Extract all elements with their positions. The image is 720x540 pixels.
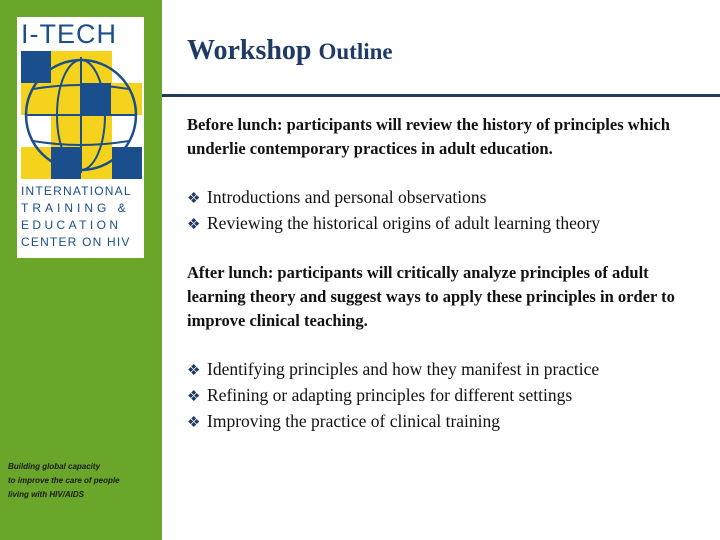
diamond-bullet-icon: ❖ (187, 217, 201, 233)
title-divider (162, 94, 720, 97)
globe-grid-icon (21, 51, 142, 179)
logo-line: EDUCATION (21, 218, 122, 232)
list-item (187, 211, 707, 237)
slide-content (187, 113, 707, 435)
list-item-text: Identifying principles and how they manifest in practice (207, 359, 600, 379)
logo-wordmark (21, 183, 143, 251)
list-item (187, 357, 707, 383)
tagline-line: living with HIV/AIDS (8, 490, 85, 499)
section-intro-after-lunch: After lunch: participants will critically analyze principles of adult learning theory and suggest ways to apply these principles in order to improve clinical teaching. (187, 263, 675, 330)
title-part-1: Workshop (187, 35, 312, 66)
list-item-text: Reviewing the historical origins of adult learning theory (207, 213, 601, 233)
title-part-2: Outline (318, 39, 393, 64)
bullet-list-before-lunch (187, 185, 707, 237)
list-item-text: Refining or adapting principles for different settings (207, 385, 573, 405)
diamond-bullet-icon: ❖ (187, 191, 201, 207)
tagline-line: Building global capacity (8, 462, 101, 471)
list-item-text: Improving the practice of clinical training (207, 411, 501, 431)
diamond-bullet-icon: ❖ (187, 415, 201, 431)
list-item (187, 409, 707, 435)
bullet-list-after-lunch (187, 357, 707, 435)
logo-line: INTERNATIONAL (21, 184, 132, 198)
diamond-bullet-icon: ❖ (187, 389, 201, 405)
list-item (187, 185, 707, 211)
tagline-line: to improve the care of people (8, 476, 120, 485)
sidebar (0, 0, 162, 540)
logo-line: TRAINING & (21, 201, 130, 215)
sidebar-tagline (8, 460, 158, 502)
slide-title (187, 35, 393, 67)
list-item (187, 383, 707, 409)
section-intro-before-lunch: Before lunch: participants will review the history of principles which underlie contemporary practices in adult education. (187, 115, 670, 158)
itech-logo (17, 17, 144, 258)
diamond-bullet-icon: ❖ (187, 363, 201, 379)
logo-top-text: I-TECH (21, 19, 117, 49)
logo-line: CENTER ON HIV (21, 235, 131, 249)
list-item-text: Introductions and personal observations (207, 187, 487, 207)
